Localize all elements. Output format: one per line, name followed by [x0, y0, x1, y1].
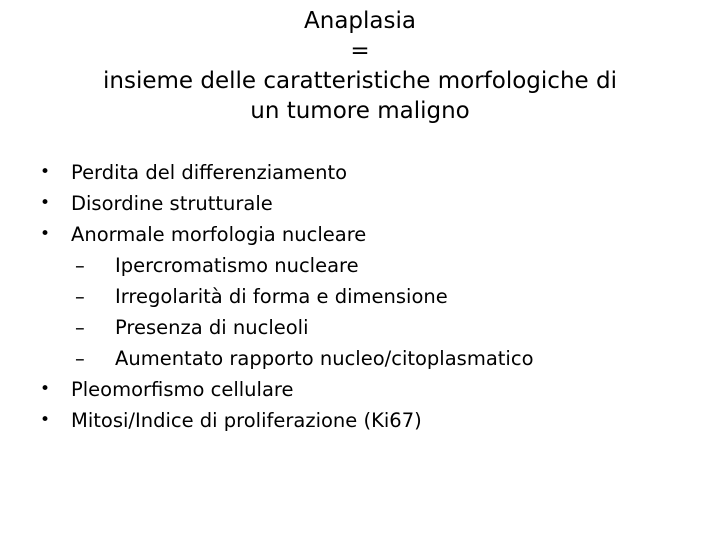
bullet-text: Pleomorfismo cellulare	[71, 378, 294, 401]
sub-bullet-text: Aumentato rapporto nucleo/citoplasmatico	[115, 347, 534, 370]
title-line-4: un tumore maligno	[250, 98, 470, 124]
sub-bullet-text: Irregolarità di forma e dimensione	[115, 285, 448, 308]
slide-title	[20, 6, 700, 126]
bullet-marker: •	[40, 410, 51, 430]
bullet-text: Mitosi/Indice di proliferazione (Ki67)	[71, 409, 422, 432]
bullet-item	[0, 219, 720, 250]
bullet-list	[0, 157, 720, 436]
bullet-item	[0, 374, 720, 405]
bullet-item	[0, 405, 720, 436]
dash-marker: –	[75, 285, 85, 308]
title-line-3: insieme delle caratteristiche morfologiche di	[103, 68, 617, 94]
bullet-item	[0, 157, 720, 188]
dash-marker: –	[75, 254, 85, 277]
dash-marker: –	[75, 316, 85, 339]
title-line-1: Anaplasia	[304, 8, 416, 34]
sub-bullet-text: Presenza di nucleoli	[115, 316, 309, 339]
sub-bullet-item	[0, 343, 720, 374]
bullet-marker: •	[40, 193, 51, 213]
sub-bullet-item	[0, 312, 720, 343]
sub-bullet-text: Ipercromatismo nucleare	[115, 254, 359, 277]
dash-marker: –	[75, 347, 85, 370]
bullet-text: Disordine strutturale	[71, 192, 273, 215]
sub-bullet-item	[0, 281, 720, 312]
bullet-text: Perdita del differenziamento	[71, 161, 348, 184]
bullet-marker: •	[40, 379, 51, 399]
sub-bullet-item	[0, 250, 720, 281]
bullet-marker: •	[40, 162, 51, 182]
title-line-2: =	[350, 38, 370, 64]
bullet-marker: •	[40, 224, 51, 244]
bullet-text: Anormale morfologia nucleare	[71, 223, 367, 246]
bullet-item	[0, 188, 720, 219]
